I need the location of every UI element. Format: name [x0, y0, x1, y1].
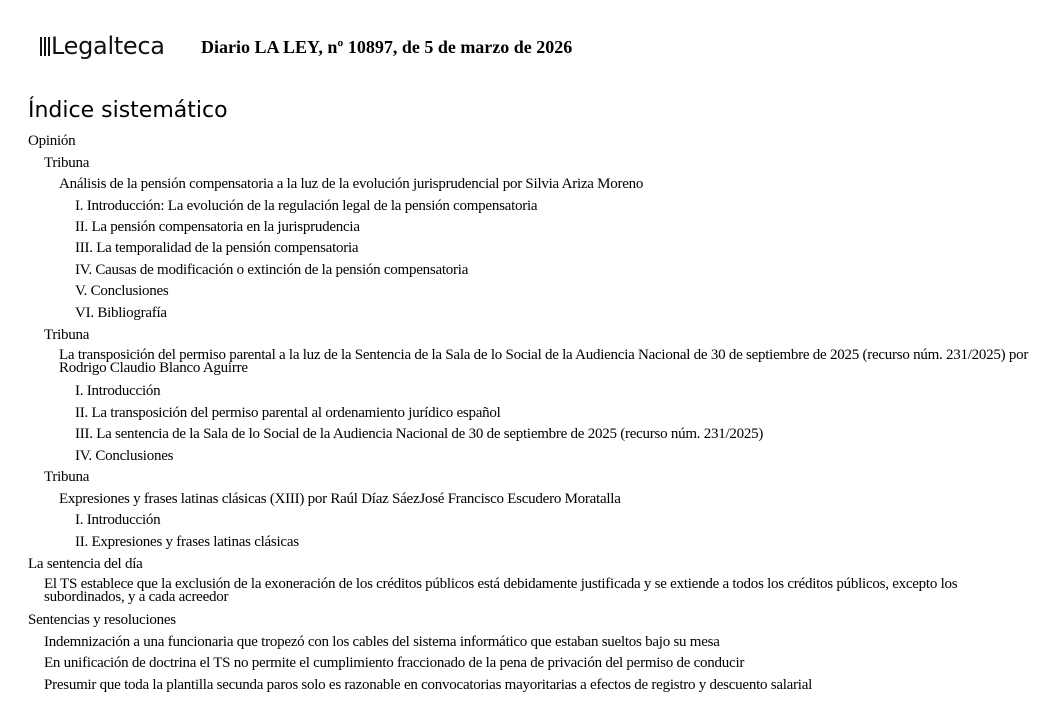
page-title: Índice sistemático: [28, 98, 228, 123]
section-sentencias-resoluciones: Sentencias y resoluciones: [28, 612, 176, 628]
issue-title: Diario LA LEY, nº 10897, de 5 de marzo de 2026: [201, 37, 573, 57]
toc-article-link[interactable]: El TS establece que la exclusión de la exoneración de los créditos públicos está debidamente justificada y se extiende a todos los créditos públicos, excepto los subordinados, y a cada acreedor: [44, 576, 958, 605]
toc-section-link[interactable]: III. La sentencia de la Sala de lo Social de la Audiencia Nacional de 30 de septiembre de 2025 (recurso núm. 231/2025): [75, 426, 764, 442]
toc-section-link[interactable]: II. La pensión compensatoria en la jurisprudencia: [75, 219, 360, 235]
toc-section-link[interactable]: I. Introducción: La evolución de la regulación legal de la pensión compensatoria: [75, 198, 538, 214]
toc-article-link[interactable]: Análisis de la pensión compensatoria a la luz de la evolución jurisprudencial por Silvia Ariza Moreno: [59, 176, 644, 192]
toc-article-link[interactable]: Presumir que toda la plantilla secunda paros solo es razonable en convocatorias mayoritarias a efectos de registro y descuento salarial: [44, 677, 813, 693]
legalteca-logo[interactable]: [40, 32, 165, 60]
subsection-tribuna: Tribuna: [44, 155, 90, 171]
toc-section-link[interactable]: II. Expresiones y frases latinas clásicas: [75, 534, 299, 550]
toc-section-link[interactable]: III. La temporalidad de la pensión compensatoria: [75, 240, 359, 256]
toc-article-link[interactable]: Expresiones y frases latinas clásicas (XIII) por Raúl Díaz SáezJosé Francisco Escudero Moratalla: [59, 491, 621, 507]
subsection-tribuna: Tribuna: [44, 327, 90, 343]
toc-article-link[interactable]: Indemnización a una funcionaria que tropezó con los cables del sistema informático que estaban sueltos bajo su mesa: [44, 634, 720, 650]
toc-section-link[interactable]: I. Introducción: [75, 383, 161, 399]
toc-section-link[interactable]: I. Introducción: [75, 512, 161, 528]
section-sentencia-del-dia: La sentencia del día: [28, 556, 143, 572]
toc-section-link[interactable]: IV. Conclusiones: [75, 448, 174, 464]
toc-section-link[interactable]: IV. Causas de modificación o extinción de la pensión compensatoria: [75, 262, 469, 278]
toc-section-link[interactable]: VI. Bibliografía: [75, 305, 167, 321]
header: [40, 26, 165, 66]
toc-article-link[interactable]: La transposición del permiso parental a la luz de la Sentencia de la Sala de lo Social de la Audiencia Nacional de 30 de septiembre de 2025 (recurso núm. 231/2025) por Rodrigo Claudio Blanco Aguirre: [59, 347, 1029, 376]
logo-bars-icon: [40, 36, 50, 56]
toc-article-link[interactable]: En unificación de doctrina el TS no permite el cumplimiento fraccionado de la pena de privación del permiso de conducir: [44, 655, 745, 671]
toc-section-link[interactable]: V. Conclusiones: [75, 283, 169, 299]
toc-section-link[interactable]: II. La transposición del permiso parental al ordenamiento jurídico español: [75, 405, 501, 421]
logo-text: Legalteca: [51, 32, 165, 60]
subsection-tribuna: Tribuna: [44, 469, 90, 485]
section-opinion: Opinión: [28, 133, 76, 149]
